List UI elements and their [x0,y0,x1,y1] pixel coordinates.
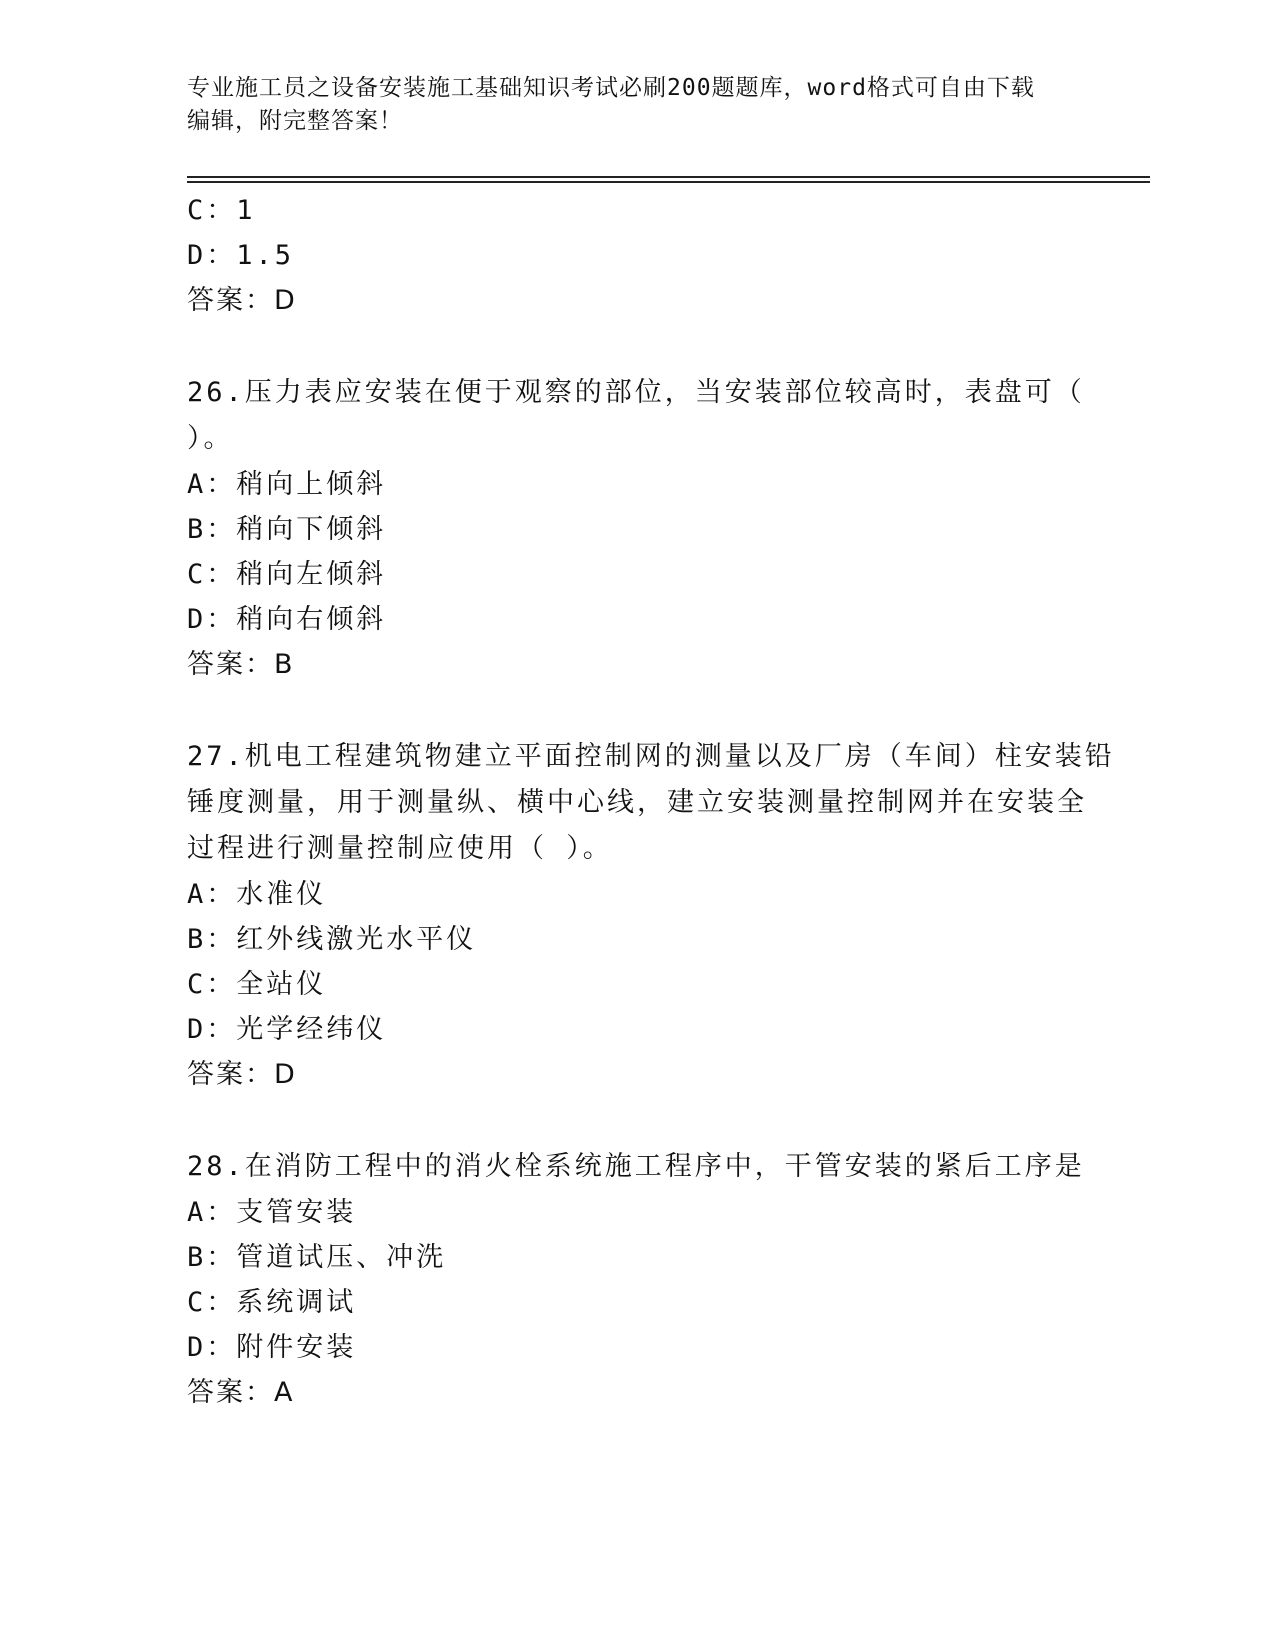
answer-line: 答案：D [187,285,297,316]
answer-line: 答案：D [187,1059,297,1090]
header-divider-top [187,176,1150,178]
answer-line: 答案：B [187,649,295,680]
prev-question-block [187,188,1087,323]
spacer [187,1097,1087,1144]
option-a: A：支管安装 [187,1197,357,1228]
question-text: 锤度测量，用于测量纵、横中心线，建立安装测量控制网并在安装全 [187,787,1087,818]
header-line-2: 编辑，附完整答案！ [187,108,403,134]
option-c: C：系统调试 [187,1287,357,1318]
option-b: B：管道试压、冲洗 [187,1242,447,1273]
question-text: ）。 [187,423,234,454]
question-text: 过程进行测量控制应使用（ ）。 [187,833,613,864]
option-a: A：稍向上倾斜 [187,469,387,500]
question-26 [187,370,1087,687]
answer-line: 答案：A [187,1377,295,1408]
option-b: B：稍向下倾斜 [187,514,387,545]
document-header [187,72,1087,138]
question-text: 27.机电工程建筑物建立平面控制网的测量以及厂房（车间）柱安装铅 [187,741,1115,772]
question-list [187,188,1115,1415]
option-d: D：附件安装 [187,1332,357,1363]
question-27 [187,734,1115,1097]
option-d: D：稍向右倾斜 [187,604,387,635]
question-text: 28.在消防工程中的消火栓系统施工程序中，干管安装的紧后工序是 [187,1151,1085,1182]
option-d: D：光学经纬仪 [187,1014,387,1045]
spacer [187,323,1087,370]
spacer [187,687,1087,734]
question-text: 26.压力表应安装在便于观察的部位，当安装部位较高时，表盘可（ [187,377,1085,408]
option-d: D：1.5 [187,240,295,271]
option-c: C：全站仪 [187,969,327,1000]
option-c: C：1 [187,195,256,226]
option-b: B：红外线激光水平仪 [187,924,477,955]
header-divider-bottom [187,181,1150,183]
option-c: C：稍向左倾斜 [187,559,387,590]
header-line-1: 专业施工员之设备安装施工基础知识考试必刷200题题库，word格式可自由下载 [187,75,1035,101]
option-a: A：水准仪 [187,879,327,910]
question-28 [187,1144,1087,1415]
